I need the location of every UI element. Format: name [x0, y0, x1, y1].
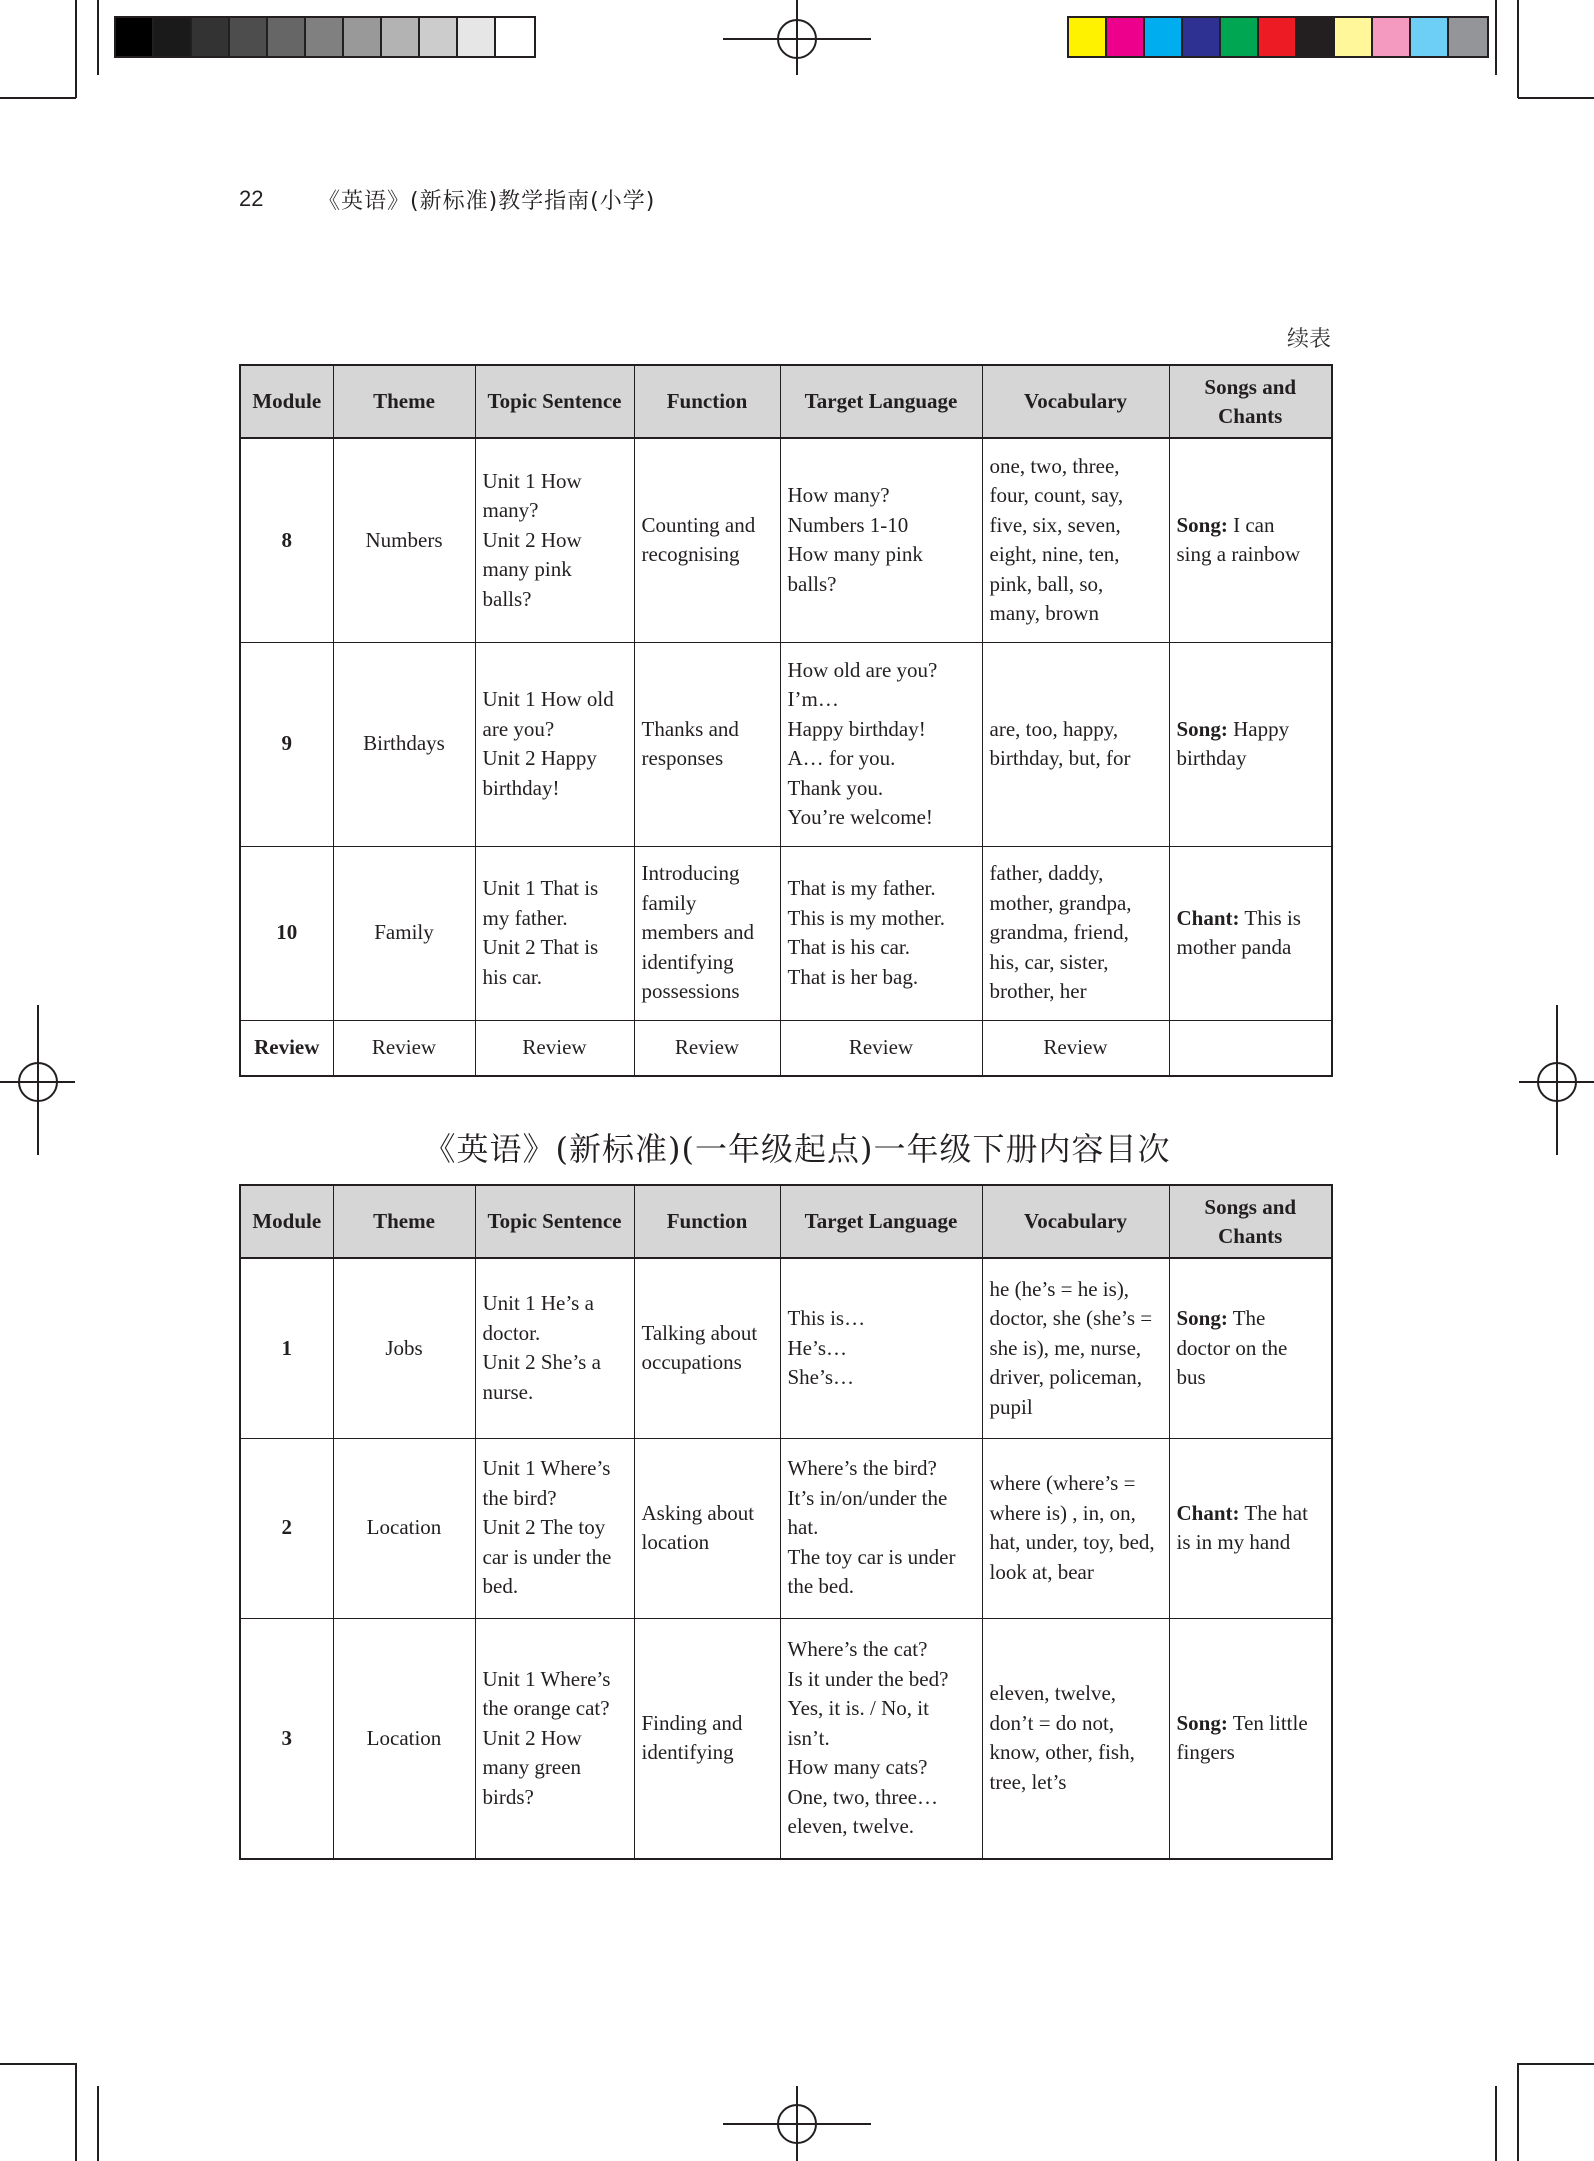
color-swatch: [306, 18, 344, 56]
song-label: Song:: [1176, 716, 1228, 741]
module-cell: 8: [240, 438, 333, 642]
topic-sentence-cell: Unit 1 Where’s the orange cat? Unit 2 How many green birds?: [475, 1618, 634, 1859]
col-header-theme: Theme: [333, 365, 475, 438]
target-language-cell: How old are you? I’m… Happy birthday! A… for you. Thank you. You’re welcome!: [780, 642, 982, 846]
topic-sentence-cell: Review: [475, 1020, 634, 1076]
color-swatch: [154, 18, 192, 56]
song-title: This is mother panda: [1176, 905, 1301, 959]
topic-sentence-cell: Unit 1 He’s a doctor. Unit 2 She’s a nurse.: [475, 1258, 634, 1438]
target-language-cell: Where’s the cat? Is it under the bed? Yes, it is. / No, it isn’t. How many cats? One, two, three… eleven, twelve.: [780, 1618, 982, 1859]
page-number: 22: [239, 186, 264, 211]
color-swatch: [116, 18, 154, 56]
topic-sentence-cell: Unit 1 How many? Unit 2 How many pink balls?: [475, 438, 634, 642]
vocabulary-cell: eleven, twelve, don’t = do not, know, other, fish, tree, let’s: [982, 1618, 1169, 1859]
col-header-target-language: Target Language: [780, 365, 982, 438]
curriculum-table-grade1-book2: [239, 1184, 1333, 1860]
color-swatch: [458, 18, 496, 56]
topic-sentence-cell: Unit 1 That is my father. Unit 2 That is his car.: [475, 846, 634, 1020]
color-swatch: [1221, 18, 1259, 56]
function-cell: Review: [634, 1020, 780, 1076]
song-label: Chant:: [1176, 1500, 1240, 1525]
color-swatch: [192, 18, 230, 56]
color-swatch: [1259, 18, 1297, 56]
table-row: [240, 1618, 1332, 1859]
color-swatch: [1449, 18, 1487, 56]
topic-sentence-cell: Unit 1 Where’s the bird? Unit 2 The toy car is under the bed.: [475, 1438, 634, 1618]
col-header-theme: Theme: [333, 1185, 475, 1258]
module-cell: Review: [240, 1020, 333, 1076]
song-label: Song:: [1176, 1710, 1228, 1735]
target-language-cell: That is my father. This is my mother. That is his car. That is her bag.: [780, 846, 982, 1020]
color-swatch: [1297, 18, 1335, 56]
function-cell: Introducing family members and identifying possessions: [634, 846, 780, 1020]
songs-chants-cell: [1169, 1438, 1332, 1618]
songs-chants-cell: [1169, 846, 1332, 1020]
target-language-cell: This is… He’s… She’s…: [780, 1258, 982, 1438]
vocabulary-cell: are, too, happy, birthday, but, for: [982, 642, 1169, 846]
color-swatch: [1373, 18, 1411, 56]
col-header-songs-and-chants: Songs and Chants: [1169, 365, 1332, 438]
color-swatch: [344, 18, 382, 56]
song-label: Song:: [1176, 512, 1228, 537]
col-header-function: Function: [634, 365, 780, 438]
col-header-module: Module: [240, 1185, 333, 1258]
module-cell: 3: [240, 1618, 333, 1859]
color-swatch: [496, 18, 534, 56]
songs-chants-cell: [1169, 1618, 1332, 1859]
function-cell: Finding and identifying: [634, 1618, 780, 1859]
theme-cell: Birthdays: [333, 642, 475, 846]
theme-cell: Location: [333, 1618, 475, 1859]
target-language-cell: How many? Numbers 1-10 How many pink balls?: [780, 438, 982, 642]
color-swatch: [420, 18, 458, 56]
songs-chants-cell: [1169, 438, 1332, 642]
table-row: [240, 438, 1332, 642]
song-title: The hat is in my hand: [1176, 1500, 1308, 1554]
color-swatch: [230, 18, 268, 56]
songs-chants-cell: [1169, 642, 1332, 846]
module-cell: 1: [240, 1258, 333, 1438]
song-label: Chant:: [1176, 905, 1240, 930]
color-swatch: [1145, 18, 1183, 56]
module-cell: 10: [240, 846, 333, 1020]
col-header-vocabulary: Vocabulary: [982, 1185, 1169, 1258]
color-calibration-bar: [1067, 16, 1489, 58]
song-title: The doctor on the bus: [1176, 1306, 1288, 1389]
topic-sentence-cell: Unit 1 How old are you? Unit 2 Happy birthday!: [475, 642, 634, 846]
vocabulary-cell: where (where’s = where is) , in, on, hat, under, toy, bed, look at, bear: [982, 1438, 1169, 1618]
color-swatch: [1335, 18, 1373, 56]
module-cell: 9: [240, 642, 333, 846]
table-header-row: [240, 365, 1332, 438]
color-swatch: [1069, 18, 1107, 56]
col-header-target-language: Target Language: [780, 1185, 982, 1258]
song-label: Song:: [1176, 1306, 1228, 1330]
song-title: Ten little fingers: [1176, 1710, 1308, 1765]
color-swatch: [382, 18, 420, 56]
table-row: [240, 1258, 1332, 1438]
vocabulary-cell: Review: [982, 1020, 1169, 1076]
col-header-function: Function: [634, 1185, 780, 1258]
function-cell: Thanks and responses: [634, 642, 780, 846]
col-header-module: Module: [240, 365, 333, 438]
col-header-topic-sentence: Topic Sentence: [475, 365, 634, 438]
target-language-cell: Where’s the bird? It’s in/on/under the hat. The toy car is under the bed.: [780, 1438, 982, 1618]
table-row: [240, 1438, 1332, 1618]
theme-cell: Jobs: [333, 1258, 475, 1438]
target-language-cell: Review: [780, 1020, 982, 1076]
function-cell: Asking about location: [634, 1438, 780, 1618]
color-swatch: [1107, 18, 1145, 56]
col-header-vocabulary: Vocabulary: [982, 365, 1169, 438]
vocabulary-cell: one, two, three, four, count, say, five, six, seven, eight, nine, ten, pink, ball, so, many, brown: [982, 438, 1169, 642]
table-row: [240, 846, 1332, 1020]
running-title: 《英语》(新标准)教学指南(小学): [318, 189, 656, 214]
function-cell: Counting and recognising: [634, 438, 780, 642]
module-cell: 2: [240, 1438, 333, 1618]
section-title: 《英语》(新标准)(一年级起点)一年级下册内容目次: [423, 1130, 1171, 1168]
curriculum-table-continued: [239, 364, 1333, 1077]
table-header-row: [240, 1185, 1332, 1258]
col-header-songs-and-chants: Songs and Chants: [1169, 1185, 1332, 1258]
color-swatch: [1411, 18, 1449, 56]
vocabulary-cell: father, daddy, mother, grandpa, grandma, friend, his, car, sister, brother, her: [982, 846, 1169, 1020]
continued-label: 续表: [1286, 327, 1331, 352]
theme-cell: Location: [333, 1438, 475, 1618]
function-cell: Talking about occupations: [634, 1258, 780, 1438]
songs-chants-cell: [1169, 1258, 1332, 1438]
theme-cell: Family: [333, 846, 475, 1020]
grayscale-calibration-bar: [114, 16, 536, 58]
vocabulary-cell: he (he’s = he is), doctor, she (she’s = she is), me, nurse, driver, policeman, pupil: [982, 1258, 1169, 1438]
color-swatch: [1183, 18, 1221, 56]
song-title: I can sing a rainbow: [1176, 512, 1301, 567]
color-swatch: [268, 18, 306, 56]
col-header-topic-sentence: Topic Sentence: [475, 1185, 634, 1258]
table-row-review: [240, 1020, 1332, 1076]
songs-chants-cell: [1169, 1020, 1332, 1076]
song-title: Happy birthday: [1176, 716, 1290, 770]
theme-cell: Review: [333, 1020, 475, 1076]
theme-cell: Numbers: [333, 438, 475, 642]
table-row: [240, 642, 1332, 846]
